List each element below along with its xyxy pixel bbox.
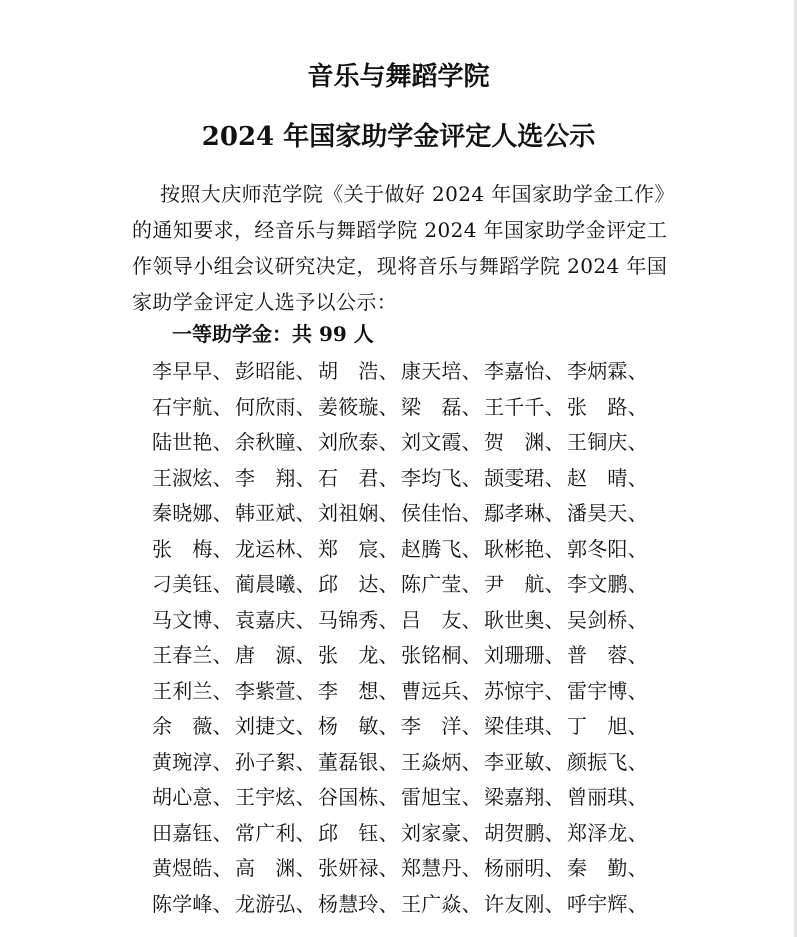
- name-list: [152, 352, 652, 920]
- recipient-name: 何欣雨、: [235, 394, 316, 419]
- recipient-name: 常广利、: [235, 820, 316, 845]
- recipient-name: 胡 浩、: [318, 359, 399, 384]
- recipient-name: 袁嘉庆、: [235, 607, 316, 632]
- recipient-name: 陈广莹、: [401, 572, 482, 597]
- recipient-name: 陆世艳、: [152, 430, 233, 455]
- name-row: [152, 388, 652, 424]
- recipient-name: 李紫萱、: [235, 678, 316, 703]
- name-row: [152, 707, 652, 743]
- recipient-name: 刘捷文、: [235, 714, 316, 739]
- recipient-name: 张铭桐、: [401, 643, 482, 668]
- intro-line: 家助学金评定人选予以公示：: [132, 290, 398, 314]
- recipient-name: 曾丽琪、: [567, 785, 648, 810]
- intro-line: 按照大庆师范学院《关于做好 2024 年国家助学金工作》: [160, 182, 675, 206]
- document-title-notice: 2024 年国家助学金评定人选公示: [201, 122, 596, 152]
- recipient-name: 石宇航、: [152, 394, 233, 419]
- recipient-name: 呼宇辉、: [567, 891, 648, 916]
- recipient-name: 雷旭宝、: [401, 785, 482, 810]
- name-row: [152, 672, 652, 708]
- recipient-name: 许友刚、: [484, 891, 565, 916]
- recipient-name: 李嘉怡、: [484, 359, 565, 384]
- recipient-name: 黄煜皓、: [152, 856, 233, 881]
- recipient-name: 唐 源、: [235, 643, 316, 668]
- recipient-name: 刘欣泰、: [318, 430, 399, 455]
- name-row: [152, 885, 652, 921]
- recipient-name: 黄琬淳、: [152, 749, 233, 774]
- recipient-name: 李早早、: [152, 359, 233, 384]
- intro-line: 的通知要求，经音乐与舞蹈学院 2024 年国家助学金评定工: [132, 218, 668, 242]
- recipient-name: 张妍禄、: [318, 856, 399, 881]
- recipient-name: 侯佳怡、: [401, 501, 482, 526]
- recipient-name: 胡心意、: [152, 785, 233, 810]
- recipient-name: 郭冬阳、: [567, 536, 648, 561]
- recipient-name: 雷宇博、: [567, 678, 648, 703]
- recipient-name: 董磊银、: [318, 749, 399, 774]
- recipient-name: 邱 钰、: [318, 820, 399, 845]
- recipient-name: 耿彬艳、: [484, 536, 565, 561]
- recipient-name: 张 龙、: [318, 643, 399, 668]
- name-row: [152, 494, 652, 530]
- recipient-name: 潘昊天、: [567, 501, 648, 526]
- intro-line: 作领导小组会议研究决定，现将音乐与舞蹈学院 2024 年国: [132, 254, 668, 278]
- name-row: [152, 423, 652, 459]
- recipient-name: 余 薇、: [152, 714, 233, 739]
- recipient-name: 贺 渊、: [484, 430, 565, 455]
- recipient-name: 郑 宸、: [318, 536, 399, 561]
- section-heading-first-class: 一等助学金：共 99 人: [172, 322, 374, 346]
- recipient-name: 龙运林、: [235, 536, 316, 561]
- recipient-name: 郑泽龙、: [567, 820, 648, 845]
- name-row: [152, 849, 652, 885]
- recipient-name: 李 想、: [318, 678, 399, 703]
- name-row: [152, 743, 652, 779]
- recipient-name: 颜振飞、: [567, 749, 648, 774]
- recipient-name: 赵腾飞、: [401, 536, 482, 561]
- recipient-name: 梁佳琪、: [484, 714, 565, 739]
- recipient-name: 龙游弘、: [235, 891, 316, 916]
- recipient-name: 李亚敏、: [484, 749, 565, 774]
- recipient-name: 王淑炫、: [152, 465, 233, 490]
- recipient-name: 杨丽明、: [484, 856, 565, 881]
- recipient-name: 李均飞、: [401, 465, 482, 490]
- recipient-name: 郑慧丹、: [401, 856, 482, 881]
- recipient-name: 刘家豪、: [401, 820, 482, 845]
- recipient-name: 刘文霞、: [401, 430, 482, 455]
- name-row: [152, 565, 652, 601]
- recipient-name: 李 洋、: [401, 714, 482, 739]
- recipient-name: 孙子絮、: [235, 749, 316, 774]
- intro-paragraph-cont: [132, 212, 668, 320]
- recipient-name: 丁 旭、: [567, 714, 648, 739]
- recipient-name: 康天培、: [401, 359, 482, 384]
- recipient-name: 谷国栋、: [318, 785, 399, 810]
- recipient-name: 马文博、: [152, 607, 233, 632]
- recipient-name: 王利兰、: [152, 678, 233, 703]
- recipient-name: 曹远兵、: [401, 678, 482, 703]
- recipient-name: 杨慧玲、: [318, 891, 399, 916]
- recipient-name: 姜筱璇、: [318, 394, 399, 419]
- recipient-name: 彭昭能、: [235, 359, 316, 384]
- recipient-name: 王广焱、: [401, 891, 482, 916]
- recipient-name: 梁 磊、: [401, 394, 482, 419]
- recipient-name: 苏惊宇、: [484, 678, 565, 703]
- recipient-name: 刘珊珊、: [484, 643, 565, 668]
- recipient-name: 尹 航、: [484, 572, 565, 597]
- recipient-name: 耿世奥、: [484, 607, 565, 632]
- intro-paragraph: [132, 176, 675, 212]
- recipient-name: 马锦秀、: [318, 607, 399, 632]
- recipient-name: 韩亚斌、: [235, 501, 316, 526]
- recipient-name: 杨 敏、: [318, 714, 399, 739]
- name-row: [152, 459, 652, 495]
- recipient-name: 刘祖娴、: [318, 501, 399, 526]
- recipient-name: 秦 勤、: [567, 856, 648, 881]
- recipient-name: 王焱炳、: [401, 749, 482, 774]
- recipient-name: 蔺晨曦、: [235, 572, 316, 597]
- recipient-name: 梁嘉翔、: [484, 785, 565, 810]
- name-row: [152, 352, 652, 388]
- recipient-name: 李 翔、: [235, 465, 316, 490]
- recipient-name: 鄢孝琳、: [484, 501, 565, 526]
- name-row: [152, 636, 652, 672]
- recipient-name: 王春兰、: [152, 643, 233, 668]
- recipient-name: 刁美钰、: [152, 572, 233, 597]
- recipient-name: 余秋瞳、: [235, 430, 316, 455]
- recipient-name: 李炳霖、: [567, 359, 648, 384]
- recipient-name: 王宇炫、: [235, 785, 316, 810]
- recipient-name: 颉雯珺、: [484, 465, 565, 490]
- recipient-name: 陈学峰、: [152, 891, 233, 916]
- recipient-name: 张 梅、: [152, 536, 233, 561]
- recipient-name: 吕 友、: [401, 607, 482, 632]
- recipient-name: 张 路、: [567, 394, 648, 419]
- name-row: [152, 601, 652, 637]
- recipient-name: 王铜庆、: [567, 430, 648, 455]
- name-row: [152, 778, 652, 814]
- recipient-name: 吴剑桥、: [567, 607, 648, 632]
- recipient-name: 秦晓娜、: [152, 501, 233, 526]
- recipient-name: 李文鹏、: [567, 572, 648, 597]
- recipient-name: 高 渊、: [235, 856, 316, 881]
- recipient-name: 田嘉钰、: [152, 820, 233, 845]
- name-row: [152, 814, 652, 850]
- name-row: [152, 530, 652, 566]
- recipient-name: 胡贺鹏、: [484, 820, 565, 845]
- recipient-name: 王千千、: [484, 394, 565, 419]
- recipient-name: 石 君、: [318, 465, 399, 490]
- recipient-name: 邱 达、: [318, 572, 399, 597]
- document-title-college: 音乐与舞蹈学院: [307, 62, 490, 92]
- recipient-name: 普 蓉、: [567, 643, 648, 668]
- recipient-name: 赵 晴、: [567, 465, 648, 490]
